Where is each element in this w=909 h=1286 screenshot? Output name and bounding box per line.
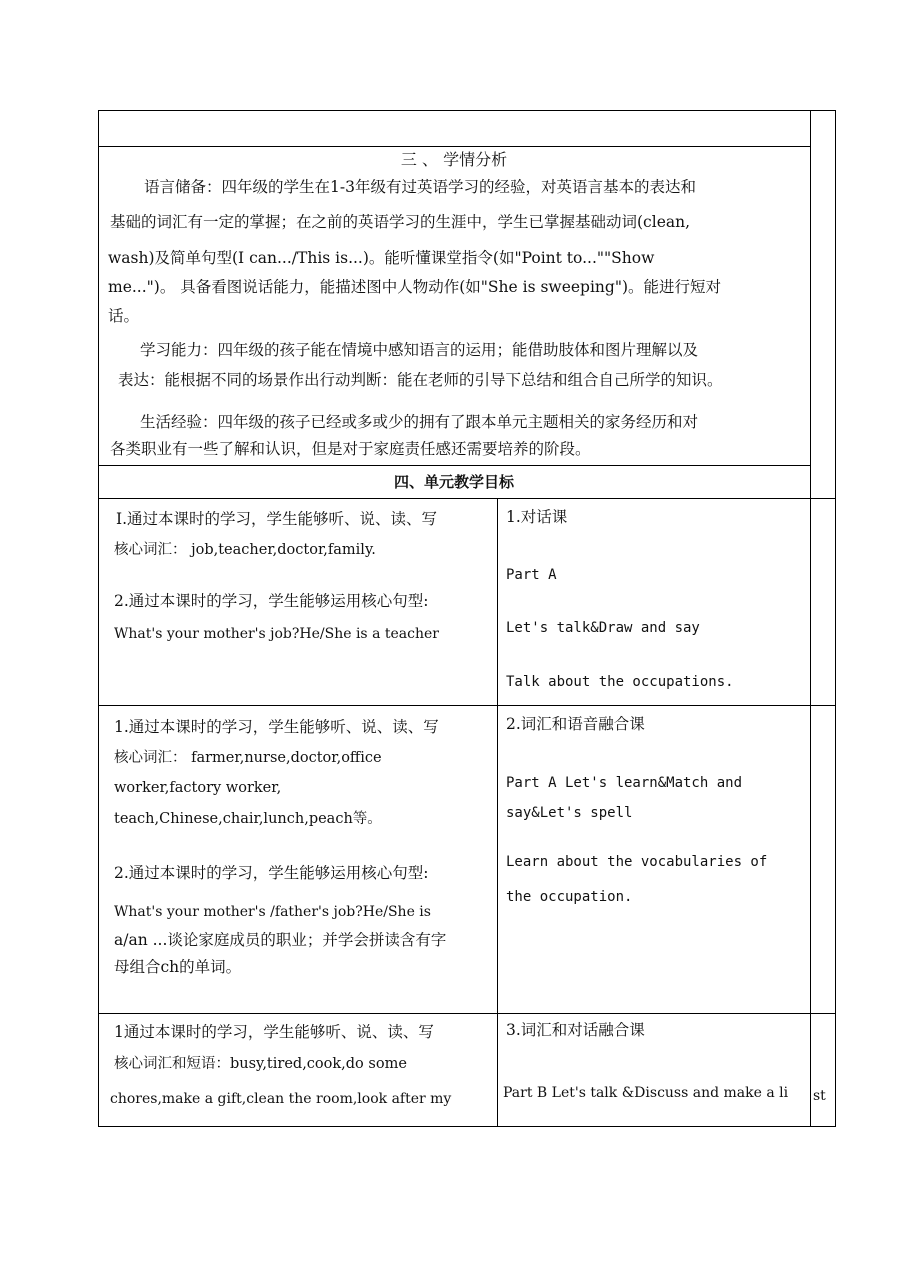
row-line-2 — [98, 465, 811, 466]
row-line-5 — [98, 1013, 836, 1014]
goal-row2-left-line-3: worker,factory worker, — [114, 780, 282, 796]
goal-row2-left-line-8: 母组合ch的单词。 — [114, 958, 242, 976]
goal-row2-right-line-4: Learn about the vocabularies of — [506, 854, 768, 870]
life-experience-line-1: 生活经验：四年级的孩子已经或多或少的拥有了跟本单元主题相关的家务经历和对 — [140, 413, 699, 431]
goal-row2-right-line-2: Part A Let's learn&Match and — [506, 775, 743, 791]
goal-row2-left-line-7: a/an ...谈论家庭成员的职业；并学会拼读含有字 — [114, 931, 447, 949]
goal-row1-left-line-1: I.通过本课时的学习，学生能够听、说、读、写 — [116, 510, 438, 528]
section3-title: 三 、 学情分析 — [400, 150, 508, 169]
learning-ability-line-1: 学习能力：四年级的孩子能在情境中感知语言的运用；能借助肢体和图片理解以及 — [140, 341, 699, 359]
section4-title: 四、单元教学目标 — [393, 473, 514, 491]
goal-row2-left-line-1: 1.通过本课时的学习，学生能够听、说、读、写 — [114, 718, 439, 736]
goal-row2-right-line-1: 2.词汇和语音融合课 — [506, 715, 645, 733]
table-border-extra-right-top — [835, 110, 836, 498]
goal-row2-right-line-3: say&Let's spell — [506, 805, 633, 821]
goal-row3-left-line-3: chores,make a gift,clean the room,look after my — [110, 1091, 452, 1107]
lang-reserve-line-4: me...")。 具备看图说话能力，能描述图中人物动作(如"She is sweeping")。能进行短对 — [108, 278, 722, 296]
table-top-line — [98, 110, 836, 111]
goal-row1-left-line-2: 核心词汇： job,teacher,doctor,family. — [114, 542, 376, 558]
row-line-3 — [98, 498, 836, 499]
lang-reserve-line-3: wash)及简单句型(I can.../This is...)。能听懂课堂指令(如"Point to...""Show — [108, 249, 655, 267]
goal-row1-right-line-2: Part A — [506, 567, 557, 583]
goal-row1-right-line-1: 1.对话课 — [506, 508, 568, 526]
goal-row1-left-line-4: What's your mother's job?He/She is a teacher — [114, 626, 439, 642]
goal-row3-right-line-2: Part B Let's talk &Discuss and make a li — [503, 1085, 789, 1101]
table-border-main-right — [810, 110, 811, 1127]
table-bottom-line — [98, 1126, 836, 1127]
goal-row3-right-line-1: 3.词汇和对话融合课 — [506, 1021, 645, 1039]
table-border-left — [98, 110, 99, 1127]
goal-row3-left-line-2: 核心词汇和短语：busy,tired,cook,do some — [114, 1056, 407, 1072]
lang-reserve-line-1: 语言储备：四年级的学生在1-3年级有过英语学习的经验，对英语言基本的表达和 — [144, 178, 696, 196]
learning-ability-line-2: 表达：能根据不同的场景作出行动判断：能在老师的引导下总结和组合自己所学的知识。 — [118, 371, 723, 389]
row-line-4 — [98, 705, 836, 706]
life-experience-line-2: 各类职业有一些了解和认识，但是对于家庭责任感还需要培养的阶段。 — [110, 440, 591, 458]
goal-row2-left-line-2: 核心词汇： farmer,nurse,doctor,office — [114, 750, 382, 766]
goals-column-divider — [497, 498, 498, 1127]
goal-row2-right-line-5: the occupation. — [506, 889, 633, 905]
lang-reserve-line-2: 基础的词汇有一定的掌握；在之前的英语学习的生涯中，学生已掌握基础动词(clean, — [110, 213, 691, 231]
goal-row2-left-line-5: 2.通过本课时的学习，学生能够运用核心句型: — [114, 864, 429, 882]
goal-row2-left-line-6: What's your mother's /father's job?He/She is — [114, 904, 431, 920]
goal-row3-left-line-1: 1通过本课时的学习，学生能够听、说、读、写 — [114, 1023, 434, 1041]
row-line-1 — [98, 146, 811, 147]
goal-row1-right-line-4: Talk about the occupations. — [506, 674, 734, 690]
goal-row3-extra-text: st — [813, 1088, 826, 1104]
goal-row1-right-line-3: Let's talk&Draw and say — [506, 620, 700, 636]
goal-row2-left-line-4: teach,Chinese,chair,lunch,peach等。 — [114, 811, 382, 827]
goal-row1-left-line-3: 2.通过本课时的学习，学生能够运用核心句型: — [114, 592, 429, 610]
lang-reserve-line-5: 话。 — [108, 307, 140, 325]
table-border-extra-right-bottom — [835, 498, 836, 1127]
